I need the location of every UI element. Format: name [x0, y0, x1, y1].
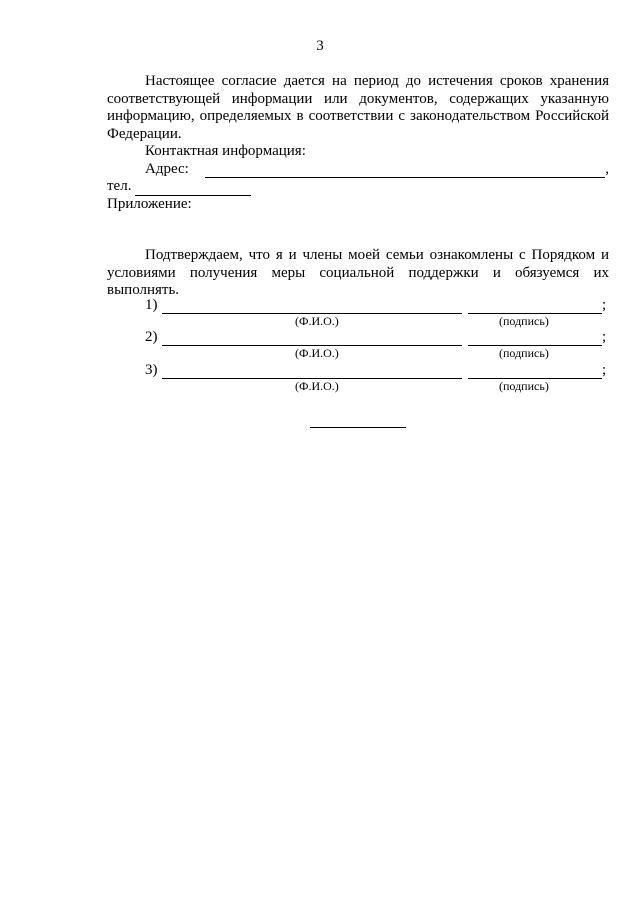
confirm-line-2: условиями получения меры социальной поддержки и обязуемся их: [107, 264, 609, 281]
signature-end: ;: [602, 329, 607, 345]
signature-1: [107, 297, 609, 328]
signature-3: [107, 362, 609, 393]
signature-number: 3): [145, 362, 158, 378]
end-divider: [310, 427, 406, 428]
page-number: 3: [316, 38, 324, 54]
confirm-line-3: выполнять.: [107, 282, 180, 298]
signature-caption: (подпись): [499, 379, 549, 393]
fio-caption: (Ф.И.О.): [295, 314, 339, 328]
fio-field[interactable]: [162, 365, 462, 379]
phone-label: тел.: [107, 178, 132, 194]
signature-field[interactable]: [468, 365, 602, 379]
consent-paragraph: [107, 73, 609, 213]
consent-line-2: соответствующей информации или документов, содержащих указанную: [107, 90, 609, 107]
fio-field[interactable]: [162, 332, 462, 346]
signature-number: 2): [145, 329, 158, 345]
signature-caption: (подпись): [499, 314, 549, 328]
contact-heading: Контактная информация:: [145, 143, 306, 159]
signature-caption: (подпись): [499, 346, 549, 360]
consent-line-4: Федерации.: [107, 125, 182, 142]
fio-field[interactable]: [162, 300, 462, 314]
address-end: ,: [605, 160, 609, 177]
address-label: Адрес:: [145, 160, 189, 177]
phone-row: [107, 178, 609, 196]
confirm-line-1: Подтверждаем, что я и члены моей семьи ознакомлены с Порядком и: [145, 247, 609, 263]
consent-line-3: информацию, определяемых в соответствии с законодательством Российской: [107, 108, 609, 124]
phone-field[interactable]: [135, 182, 251, 196]
signature-field[interactable]: [468, 332, 602, 346]
attachment-label: Приложение:: [107, 195, 192, 212]
signature-number: 1): [145, 297, 158, 313]
signature-2: [107, 329, 609, 360]
fio-caption: (Ф.И.О.): [295, 379, 339, 393]
address-row: [107, 161, 609, 179]
fio-caption: (Ф.И.О.): [295, 346, 339, 360]
signature-end: ;: [602, 362, 607, 378]
address-field[interactable]: [205, 164, 605, 178]
signature-field[interactable]: [468, 300, 602, 314]
consent-line-1: Настоящее согласие дается на период до истечения сроков хранения: [145, 73, 609, 89]
confirm-paragraph: [107, 247, 609, 300]
signature-end: ;: [602, 297, 607, 313]
